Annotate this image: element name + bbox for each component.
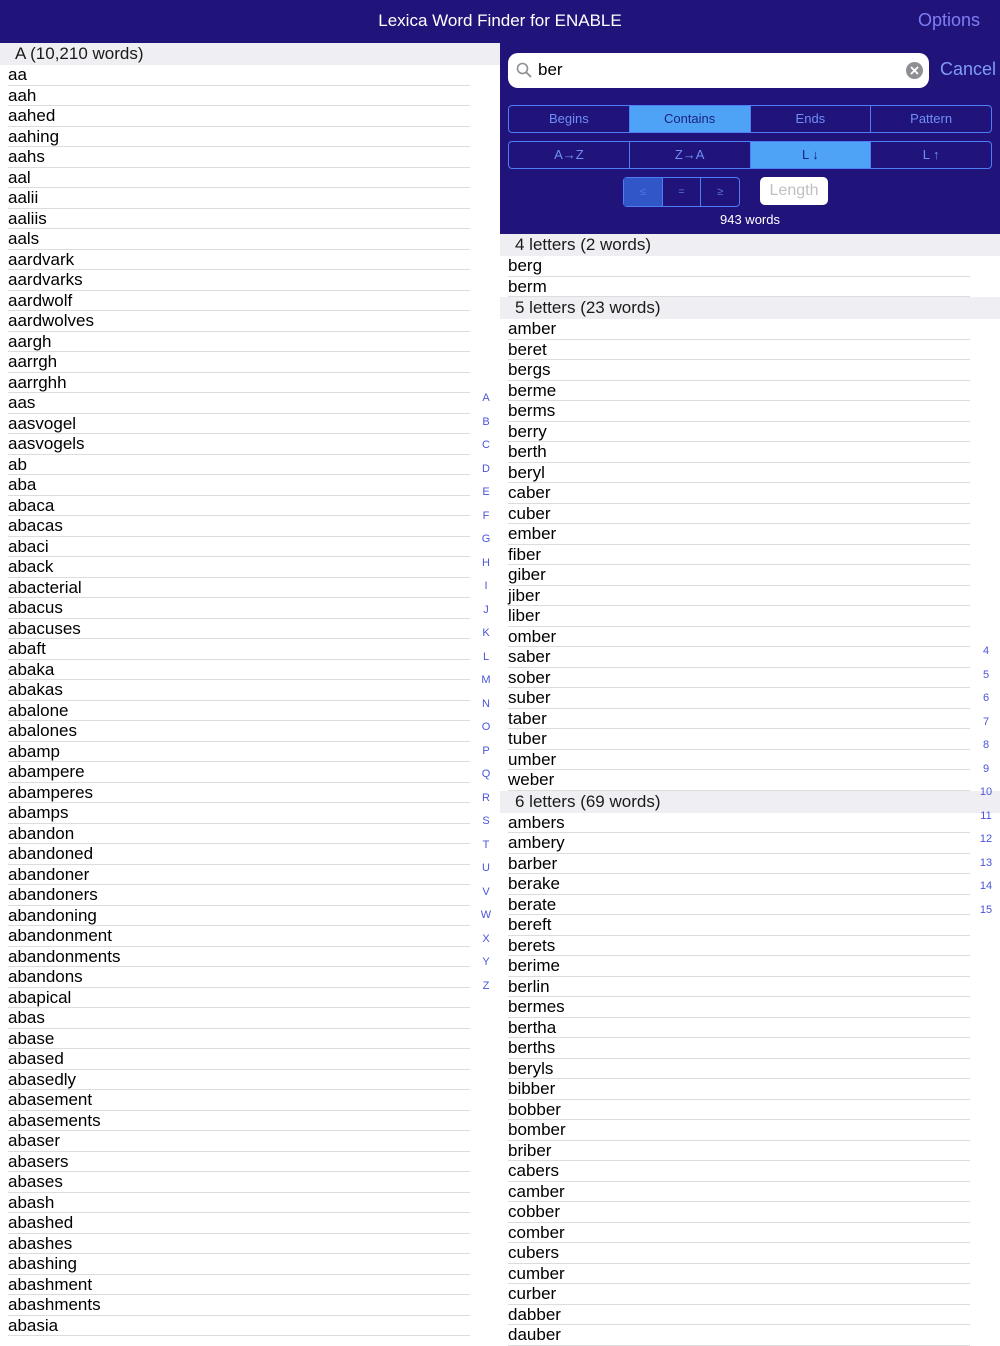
- list-item[interactable]: abakas: [0, 680, 500, 701]
- index-letter-n[interactable]: N: [482, 697, 490, 710]
- list-item[interactable]: aback: [0, 557, 500, 578]
- result-item[interactable]: cobber: [500, 1202, 1000, 1223]
- list-item[interactable]: aalii: [0, 188, 500, 209]
- index-letter-t[interactable]: T: [482, 838, 490, 851]
- list-item[interactable]: abas: [0, 1008, 500, 1029]
- length-op-segment-0[interactable]: ≤: [624, 178, 663, 206]
- length-index-9[interactable]: 9: [982, 762, 990, 775]
- list-item[interactable]: abampere: [0, 762, 500, 783]
- result-item[interactable]: camber: [500, 1182, 1000, 1203]
- list-item[interactable]: abaser: [0, 1131, 500, 1152]
- result-item[interactable]: comber: [500, 1223, 1000, 1244]
- length-operator-control[interactable]: [623, 177, 740, 207]
- list-item[interactable]: aargh: [0, 332, 500, 353]
- sort-mode-segment-3[interactable]: L ↑: [922, 147, 940, 162]
- result-item[interactable]: bomber: [500, 1120, 1000, 1141]
- list-item[interactable]: abamp: [0, 742, 500, 763]
- index-letter-b[interactable]: B: [482, 415, 490, 428]
- result-item[interactable]: cumber: [500, 1264, 1000, 1285]
- list-item[interactable]: abashed: [0, 1213, 500, 1234]
- match-mode-segment-1[interactable]: Contains: [630, 106, 751, 132]
- result-item[interactable]: caber: [500, 483, 1000, 504]
- list-item[interactable]: abashes: [0, 1234, 500, 1255]
- list-item[interactable]: abaft: [0, 639, 500, 660]
- clear-icon[interactable]: [906, 62, 923, 79]
- list-item[interactable]: abapical: [0, 988, 500, 1009]
- list-item[interactable]: aasvogels: [0, 434, 500, 455]
- list-item[interactable]: aardvark: [0, 250, 500, 271]
- index-letter-r[interactable]: R: [482, 791, 490, 804]
- list-item[interactable]: abacuses: [0, 619, 500, 640]
- list-item[interactable]: abasia: [0, 1316, 500, 1337]
- length-index-6[interactable]: 6: [982, 692, 990, 704]
- index-letter-k[interactable]: K: [482, 627, 490, 639]
- index-letter-x[interactable]: X: [482, 932, 490, 945]
- list-item[interactable]: aba: [0, 475, 500, 496]
- result-item[interactable]: bergs: [500, 360, 1000, 381]
- result-item[interactable]: jiber: [500, 586, 1000, 607]
- list-item[interactable]: aasvogel: [0, 414, 500, 435]
- list-item[interactable]: abandonment: [0, 926, 500, 947]
- length-index-13[interactable]: 13: [979, 856, 993, 869]
- section-header: A (10,210 words): [0, 43, 500, 65]
- list-item[interactable]: ab: [0, 455, 500, 476]
- sort-mode-segment-0[interactable]: A→Z: [509, 142, 630, 168]
- results-section-header: 4 letters (2 words): [500, 234, 1000, 256]
- result-item[interactable]: bibber: [500, 1079, 1000, 1100]
- length-input[interactable]: Length: [760, 177, 828, 205]
- index-letter-u[interactable]: U: [482, 862, 490, 874]
- index-letter-s[interactable]: S: [482, 815, 490, 827]
- match-mode-segment-0[interactable]: Begins: [509, 106, 630, 132]
- search-input[interactable]: [508, 53, 929, 88]
- list-item[interactable]: abashing: [0, 1254, 500, 1275]
- search-icon: [516, 62, 532, 78]
- list-item[interactable]: abandoners: [0, 885, 500, 906]
- list-item[interactable]: abash: [0, 1193, 500, 1214]
- result-item[interactable]: taber: [500, 709, 1000, 730]
- result-item[interactable]: bereft: [500, 915, 1000, 936]
- result-item[interactable]: giber: [500, 565, 1000, 586]
- index-letter-p[interactable]: P: [482, 744, 490, 757]
- navigation-bar: [0, 0, 1000, 43]
- index-letter-w[interactable]: W: [480, 909, 492, 921]
- result-item[interactable]: berg: [500, 256, 1000, 277]
- result-item[interactable]: berets: [500, 936, 1000, 957]
- index-letter-f[interactable]: F: [482, 509, 490, 522]
- result-item[interactable]: berms: [500, 401, 1000, 422]
- result-item[interactable]: briber: [500, 1141, 1000, 1162]
- results-list[interactable]: [500, 234, 1000, 1346]
- match-mode-segment-3[interactable]: Pattern: [910, 111, 953, 126]
- result-item[interactable]: sober: [500, 668, 1000, 689]
- result-item[interactable]: bermes: [500, 997, 1000, 1018]
- result-item[interactable]: beryl: [500, 463, 1000, 484]
- result-item[interactable]: berm: [500, 277, 1000, 298]
- alphabet-index[interactable]: [478, 391, 494, 1002]
- result-item[interactable]: berme: [500, 381, 1000, 402]
- result-item[interactable]: bertha: [500, 1018, 1000, 1039]
- list-item[interactable]: aardvarks: [0, 270, 500, 291]
- result-item[interactable]: berake: [500, 874, 1000, 895]
- results-section-list[interactable]: [500, 319, 1000, 791]
- result-item[interactable]: ambery: [500, 833, 1000, 854]
- list-item[interactable]: abasement: [0, 1090, 500, 1111]
- index-letter-g[interactable]: G: [481, 533, 491, 545]
- list-item[interactable]: aahed: [0, 106, 500, 127]
- index-letter-l[interactable]: L: [482, 650, 490, 663]
- list-item[interactable]: aah: [0, 86, 500, 107]
- list-item[interactable]: abacus: [0, 598, 500, 619]
- result-item[interactable]: berths: [500, 1038, 1000, 1059]
- list-item[interactable]: aahs: [0, 147, 500, 168]
- result-item[interactable]: omber: [500, 627, 1000, 648]
- index-letter-i[interactable]: I: [484, 580, 488, 592]
- index-letter-j[interactable]: J: [483, 603, 489, 616]
- length-index-12[interactable]: 12: [979, 833, 993, 845]
- index-letter-m[interactable]: M: [481, 674, 491, 686]
- result-item[interactable]: beryls: [500, 1059, 1000, 1080]
- result-item[interactable]: berlin: [500, 977, 1000, 998]
- list-item[interactable]: abaka: [0, 660, 500, 681]
- results-section-header: 5 letters (23 words): [500, 297, 1000, 319]
- index-letter-q[interactable]: Q: [481, 768, 491, 780]
- results-section-list[interactable]: [500, 256, 1000, 297]
- length-index-11[interactable]: 11: [980, 809, 992, 822]
- options-button[interactable]: Options: [917, 10, 980, 30]
- length-index[interactable]: [978, 644, 994, 926]
- list-item[interactable]: abasers: [0, 1152, 500, 1173]
- list-item[interactable]: aarrghh: [0, 373, 500, 394]
- result-item[interactable]: dabber: [500, 1305, 1000, 1326]
- sort-mode-segment-2[interactable]: L ↓: [751, 142, 872, 168]
- index-letter-h[interactable]: H: [482, 556, 490, 569]
- result-item[interactable]: cabers: [500, 1161, 1000, 1182]
- search-panel: [500, 43, 1000, 234]
- list-item[interactable]: aa: [0, 65, 500, 86]
- results-section-header: 6 letters (69 words): [500, 791, 1000, 813]
- match-mode-segment-2[interactable]: Ends: [751, 106, 872, 132]
- result-item[interactable]: berth: [500, 442, 1000, 463]
- index-letter-y[interactable]: Y: [482, 956, 490, 968]
- result-item[interactable]: cuber: [500, 504, 1000, 525]
- list-item[interactable]: aarrgh: [0, 352, 500, 373]
- length-index-10[interactable]: 10: [979, 786, 993, 798]
- sort-mode-segment-1[interactable]: Z→A: [630, 142, 751, 168]
- result-item[interactable]: amber: [500, 319, 1000, 340]
- result-item[interactable]: cubers: [500, 1243, 1000, 1264]
- result-item[interactable]: weber: [500, 770, 1000, 791]
- result-item[interactable]: liber: [500, 606, 1000, 627]
- index-letter-e[interactable]: E: [482, 486, 490, 498]
- length-op-segment-1[interactable]: =: [663, 178, 702, 206]
- list-item[interactable]: aardwolves: [0, 311, 500, 332]
- list-item[interactable]: abandoning: [0, 906, 500, 927]
- length-index-4[interactable]: 4: [982, 645, 990, 657]
- list-item[interactable]: aahing: [0, 127, 500, 148]
- index-letter-c[interactable]: C: [482, 439, 490, 451]
- list-item[interactable]: aardwolf: [0, 291, 500, 312]
- list-item[interactable]: abased: [0, 1049, 500, 1070]
- word-list-pane[interactable]: [0, 43, 500, 1334]
- list-item[interactable]: abandons: [0, 967, 500, 988]
- result-item[interactable]: tuber: [500, 729, 1000, 750]
- match-mode-control[interactable]: [508, 105, 992, 133]
- index-letter-a[interactable]: A: [482, 392, 490, 404]
- length-op-segment-2[interactable]: ≥: [717, 186, 724, 198]
- word-list[interactable]: [0, 65, 500, 1336]
- list-item[interactable]: abaca: [0, 496, 500, 517]
- result-item[interactable]: berry: [500, 422, 1000, 443]
- list-item[interactable]: abase: [0, 1029, 500, 1050]
- list-item[interactable]: abaci: [0, 537, 500, 558]
- result-item[interactable]: barber: [500, 854, 1000, 875]
- list-item[interactable]: abandon: [0, 824, 500, 845]
- list-item[interactable]: abases: [0, 1172, 500, 1193]
- index-letter-o[interactable]: O: [481, 721, 491, 733]
- search-pane: [500, 43, 1000, 1344]
- list-item[interactable]: abacas: [0, 516, 500, 537]
- result-item[interactable]: saber: [500, 647, 1000, 668]
- word-count: 943 words: [720, 212, 780, 227]
- result-item[interactable]: ember: [500, 524, 1000, 545]
- cancel-button[interactable]: Cancel: [940, 59, 997, 79]
- app-title: Lexica Word Finder for ENABLE: [378, 11, 622, 30]
- list-item[interactable]: abandoner: [0, 865, 500, 886]
- list-item[interactable]: aals: [0, 229, 500, 250]
- result-item[interactable]: curber: [500, 1284, 1000, 1305]
- list-item[interactable]: abacterial: [0, 578, 500, 599]
- result-item[interactable]: dauber: [500, 1325, 1000, 1346]
- length-index-5[interactable]: 5: [982, 668, 990, 681]
- list-item[interactable]: abasements: [0, 1111, 500, 1132]
- sort-mode-control[interactable]: [508, 141, 992, 169]
- length-index-8[interactable]: 8: [982, 739, 990, 751]
- result-item[interactable]: umber: [500, 750, 1000, 771]
- index-letter-d[interactable]: D: [482, 462, 490, 475]
- result-item[interactable]: berate: [500, 895, 1000, 916]
- result-item[interactable]: bobber: [500, 1100, 1000, 1121]
- result-item[interactable]: berime: [500, 956, 1000, 977]
- list-item[interactable]: abasedly: [0, 1070, 500, 1091]
- result-item[interactable]: fiber: [500, 545, 1000, 566]
- results-section-list[interactable]: [500, 813, 1000, 1346]
- list-item[interactable]: abalone: [0, 701, 500, 722]
- list-item[interactable]: abashments: [0, 1295, 500, 1316]
- list-item[interactable]: aaliis: [0, 209, 500, 230]
- length-index-15[interactable]: 15: [979, 903, 993, 916]
- list-item[interactable]: abamps: [0, 803, 500, 824]
- result-item[interactable]: beret: [500, 340, 1000, 361]
- list-item[interactable]: abalones: [0, 721, 500, 742]
- list-item[interactable]: abandonments: [0, 947, 500, 968]
- list-item[interactable]: aas: [0, 393, 500, 414]
- list-item[interactable]: abashment: [0, 1275, 500, 1296]
- length-index-7[interactable]: 7: [982, 715, 990, 728]
- index-letter-z[interactable]: Z: [482, 979, 490, 992]
- index-letter-v[interactable]: V: [482, 885, 490, 898]
- result-item[interactable]: suber: [500, 688, 1000, 709]
- list-item[interactable]: abamperes: [0, 783, 500, 804]
- list-item[interactable]: aal: [0, 168, 500, 189]
- result-item[interactable]: ambers: [500, 813, 1000, 834]
- search-query[interactable]: ber: [538, 60, 563, 79]
- list-item[interactable]: abandoned: [0, 844, 500, 865]
- length-index-14[interactable]: 14: [979, 880, 993, 892]
